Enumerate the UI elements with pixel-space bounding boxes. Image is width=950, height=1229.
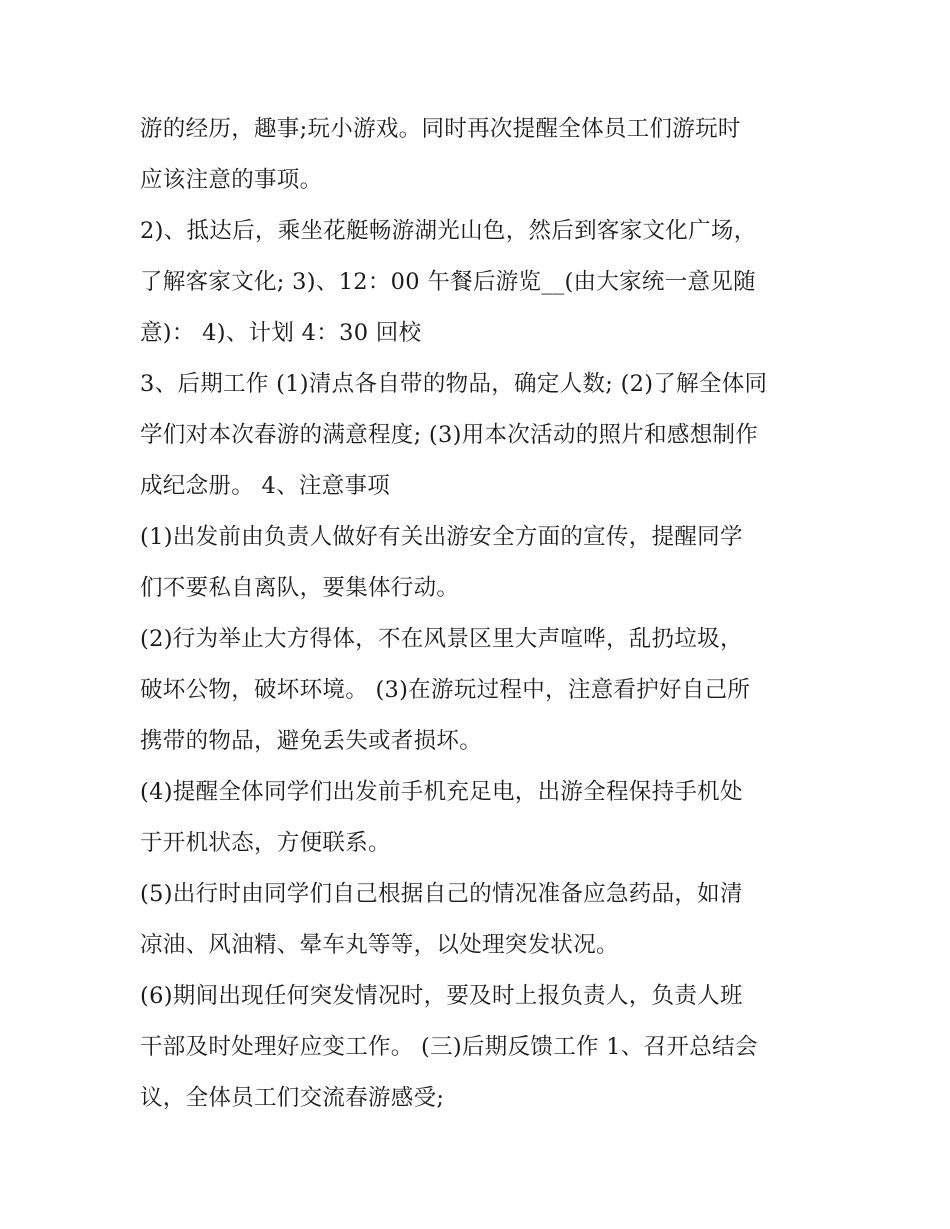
text-line: 应该注意的事项。 xyxy=(140,167,323,193)
text-line: 议，全体员工们交流春游感受; xyxy=(140,1085,445,1111)
text-line: 了解客家文化; 3)、12：00 午餐后游览__(由大家统一意见随 xyxy=(140,269,756,295)
text-line: 成纪念册。 4、注意事项 xyxy=(140,473,391,499)
text-line: 凉油、风油精、晕车丸等等，以处理突发状况。 xyxy=(140,932,619,958)
text-line: (4)提醒全体同学们出发前手机充足电，出游全程保持手机处 xyxy=(140,779,743,805)
text-line: 们不要私自离队，要集体行动。 xyxy=(140,575,460,601)
text-line: (1)出发前由负责人做好有关出游安全方面的宣传，提醒同学 xyxy=(140,524,743,550)
text-line: 于开机状态，方便联系。 xyxy=(140,830,391,856)
text-line: (2)行为举止大方得体，不在风景区里大声喧哗，乱扔垃圾， xyxy=(140,626,743,652)
text-line: 游的经历，趣事;玩小游戏。同时再次提醒全体员工们游玩时 xyxy=(140,116,741,142)
text-line: 意)： 4)、计划 4：30 回校 xyxy=(140,320,422,346)
text-line: 2)、抵达后，乘坐花艇畅游湖光山色，然后到客家文化广场， xyxy=(140,218,757,244)
text-line: (5)出行时由同学们自己根据自己的情况准备应急药品，如清 xyxy=(140,881,743,907)
text-line: 学们对本次春游的满意程度; (3)用本次活动的照片和感想制作 xyxy=(140,422,759,448)
text-line: (6)期间出现任何突发情况时，要及时上报负责人，负责人班 xyxy=(140,983,743,1009)
document-body xyxy=(140,104,820,1124)
text-line: 破坏公物，破坏环境。 (3)在游玩过程中，注意看护好自己所 xyxy=(140,677,751,703)
text-line: 携带的物品，避免丢失或者损坏。 xyxy=(140,728,483,754)
text-line: 3、后期工作 (1)清点各自带的物品，确定人数; (2)了解全体同 xyxy=(140,371,768,397)
text-line: 干部及时处理好应变工作。 (三)后期反馈工作 1、召开总结会 xyxy=(140,1034,758,1060)
